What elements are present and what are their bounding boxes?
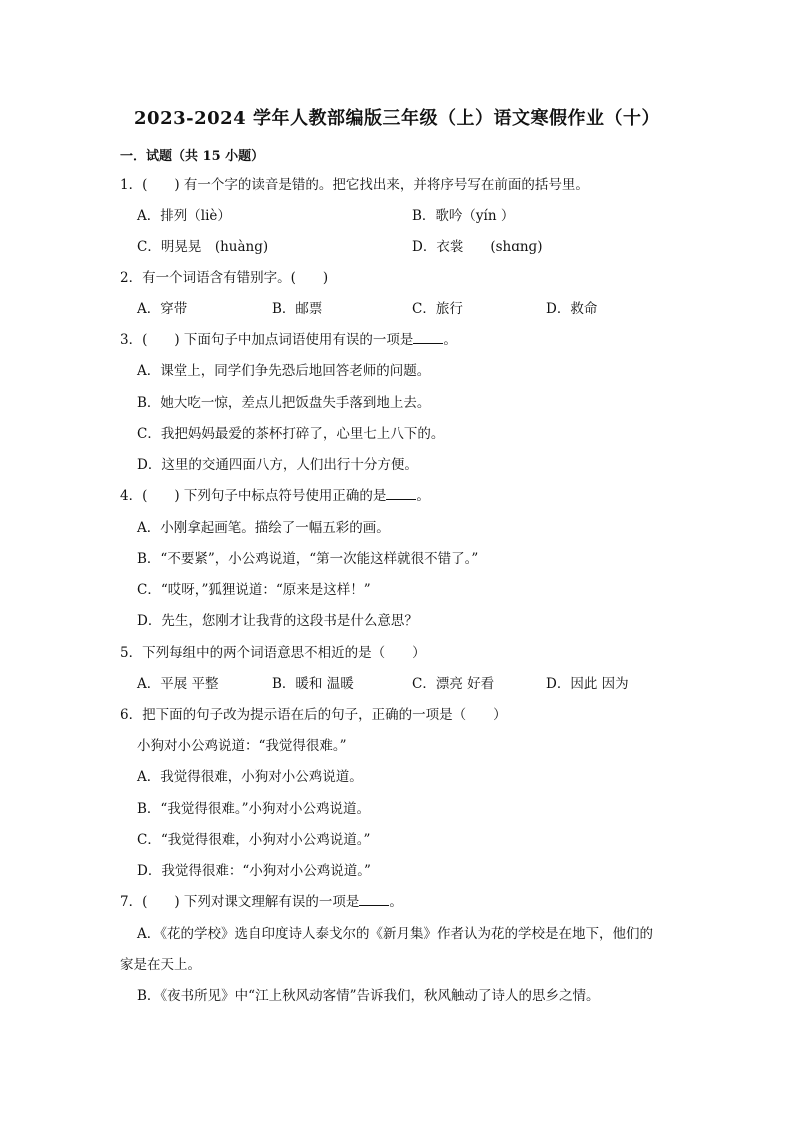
question-2-option-a: A．穿带 xyxy=(137,301,188,317)
question-6-option-a: A．我觉得很难，小狗对小公鸡说道。 xyxy=(137,769,363,785)
question-6-quote: 小狗对小公鸡说道：“我觉得很难。” xyxy=(137,738,347,754)
question-5-option-a: A．平展 平整 xyxy=(137,676,219,692)
question-4-stem-text: 4．( ) 下列句子中标点符号使用正确的是 xyxy=(120,488,387,504)
question-4-option-d: D．先生，您刚才让我背的这段书是什么意思？ xyxy=(137,613,418,629)
page-title: 2023-2024 学年人教部编版三年级（上）语文寒假作业（十） xyxy=(134,108,660,129)
question-6-option-d: D．我觉得很难：“小狗对小公鸡说道。” xyxy=(137,863,371,879)
question-7-option-a: A．《花的学校》选自印度诗人泰戈尔的《新月集》作者认为花的学校是在地下，他们的 xyxy=(137,926,653,942)
question-3-option-b: B．她大吃一惊，差点儿把饭盘失手落到地上去。 xyxy=(137,395,431,411)
question-4-option-b: B．“不要紧”，小公鸡说道，“第一次能这样就很不错了。” xyxy=(137,551,479,567)
section-heading: 一．试题（共 15 小题） xyxy=(120,149,265,164)
question-2-option-c: C．旅行 xyxy=(412,301,463,317)
question-5-stem: 5．下列每组中的两个词语意思不相近的是（ ） xyxy=(120,645,426,661)
question-4-stem xyxy=(120,487,430,505)
question-7-stem-end: 。 xyxy=(389,894,403,910)
question-2-stem: 2．有一个词语含有错别字。( ) xyxy=(120,270,329,286)
question-4-stem-end: 。 xyxy=(416,488,430,504)
question-3-option-a: A．课堂上，同学们争先恐后地回答老师的问题。 xyxy=(137,363,431,379)
question-2-option-b: B．邮票 xyxy=(272,301,323,317)
question-2-option-d: D．救命 xyxy=(546,301,598,317)
question-3-stem-text: 3．( ) 下面句子中加点词语使用有误的一项是 xyxy=(120,332,414,348)
question-4-option-a: A．小刚拿起画笔。描绘了一幅五彩的画。 xyxy=(137,520,390,536)
question-3-option-d: D．这里的交通四面八方，人们出行十分方便。 xyxy=(137,457,418,473)
question-1-stem: 1．( ) 有一个字的读音是错的。把它找出来，并将序号写在前面的括号里。 xyxy=(120,177,589,193)
question-1-option-b: B．歌吟（yín ） xyxy=(412,208,515,224)
question-5-option-c: C．漂亮 好看 xyxy=(412,676,495,692)
question-7-stem-text: 7．( ) 下列对课文理解有误的一项是 xyxy=(120,894,360,910)
question-1-option-c: C．明晃晃 (huàng) xyxy=(137,239,269,255)
question-1-option-a: A．排列（liè） xyxy=(137,208,231,224)
question-7-stem xyxy=(120,893,403,911)
question-3-stem-end: 。 xyxy=(443,332,457,348)
answer-blank xyxy=(386,487,416,500)
question-6-option-b: B．“我觉得很难。”小狗对小公鸡说道。 xyxy=(137,801,370,817)
answer-blank xyxy=(359,893,389,906)
answer-blank xyxy=(413,331,443,344)
question-5-option-b: B．暖和 温暖 xyxy=(272,676,354,692)
question-1-option-d: D．衣裳 (shɑnɡ) xyxy=(412,239,543,255)
question-6-stem: 6．把下面的句子改为提示语在后的句子，正确的一项是（ ） xyxy=(120,707,507,723)
question-4-option-c: C．“哎呀，”狐狸说道：“原来是这样！” xyxy=(137,582,371,598)
question-3-option-c: C．我把妈妈最爱的茶杯打碎了，心里七上八下的。 xyxy=(137,426,445,442)
question-7-option-a-continued: 家是在天上。 xyxy=(120,957,201,973)
question-5-option-d: D．因此 因为 xyxy=(546,676,629,692)
question-3-stem xyxy=(120,331,457,349)
question-6-option-c: C．“我觉得很难，小狗对小公鸡说道。” xyxy=(137,832,371,848)
question-7-option-b: B．《夜书所见》中“江上秋风动客情”告诉我们，秋风触动了诗人的思乡之情。 xyxy=(137,988,600,1004)
